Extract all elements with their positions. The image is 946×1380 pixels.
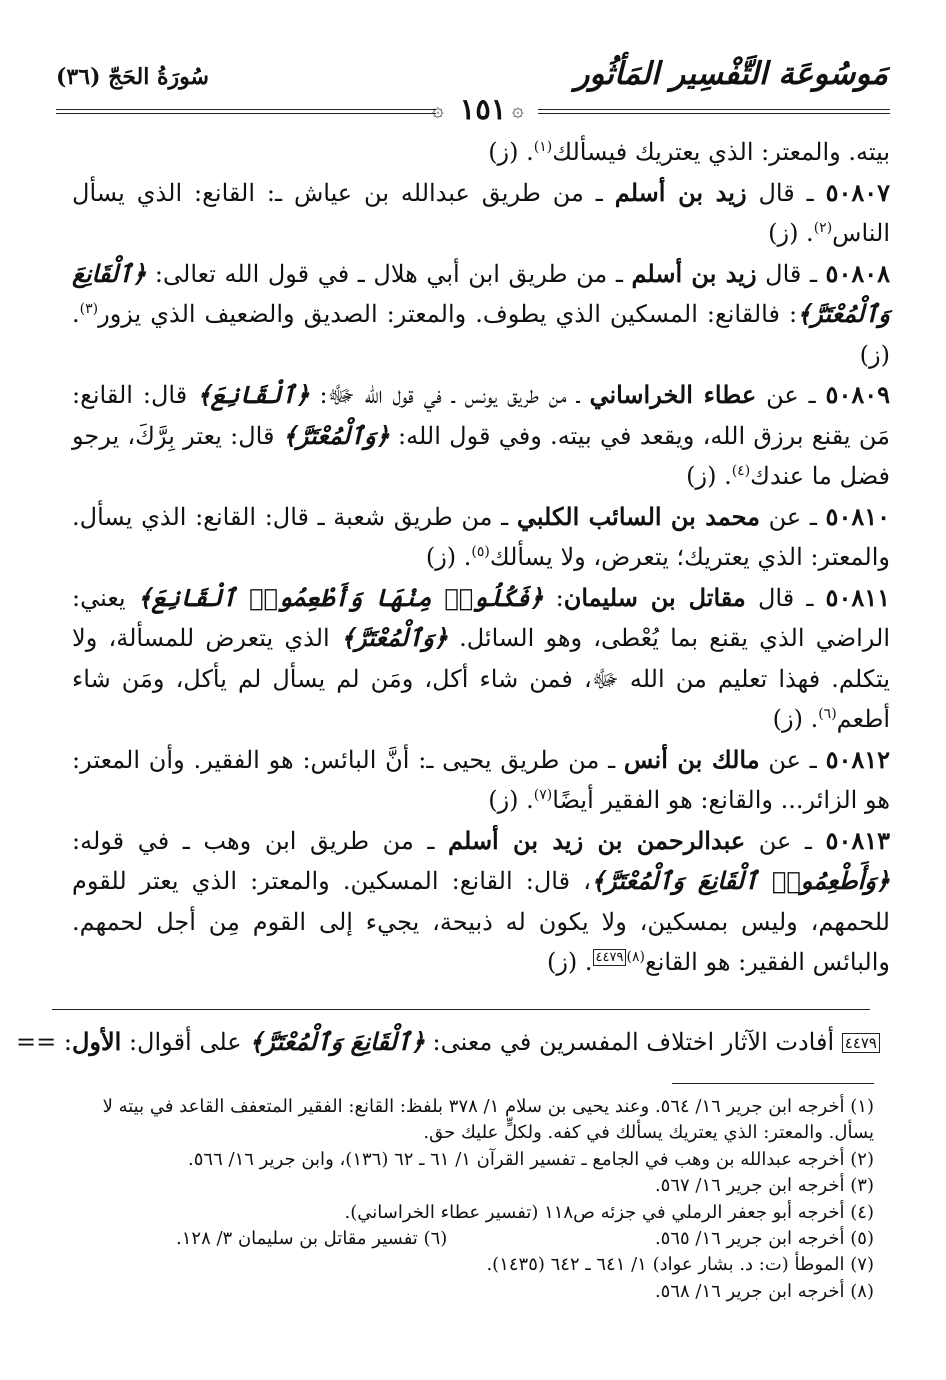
- header-rule-right: [538, 109, 890, 114]
- editorial-note: [16, 1022, 880, 1062]
- footnote-ref: (٨): [626, 949, 645, 965]
- quran-quote: ﴿وَٱلْمُعْتَرَّ﴾: [282, 420, 390, 450]
- footnote-ref: (٥): [471, 544, 490, 560]
- quran-quote: ﴿فَكُلُوا۟ مِنْهَا وَأَطْعِمُوا۟ ٱلْقَانِعَ﴾: [137, 582, 544, 612]
- narrator-name: زيد بن أسلم: [631, 258, 757, 288]
- footnote-ref: (٢): [813, 220, 833, 236]
- entry-text: ـ قال: [756, 259, 826, 288]
- entry-50809: [72, 375, 890, 497]
- footnote-ref: (٣): [79, 301, 99, 317]
- footnote-divider: [672, 1083, 874, 1084]
- entry-number: ٥٠٨١١: [825, 582, 890, 612]
- note-divider: [52, 1009, 870, 1010]
- ornament-icon: ۞: [512, 97, 524, 121]
- narrator-name: زيد بن أسلم: [614, 177, 747, 207]
- entry-50812: [72, 740, 890, 821]
- footnote-8: (٨) أخرجه ابن جرير ١٦/ ٥٦٨.: [654, 1280, 874, 1302]
- entry-50810: [72, 497, 890, 578]
- footnotes: [56, 1094, 874, 1305]
- source-tag: . (ز): [488, 786, 534, 814]
- narrator-name: مالك بن أنس: [623, 744, 760, 774]
- entry-text: : فالقانع: المسكين الذي يطوف. والمعتر: الصديق والضعيف الذي يزور: [98, 300, 798, 328]
- note-first-opinion: الأول: [71, 1027, 122, 1056]
- footnote-ref: (٧): [533, 787, 553, 803]
- footnote-row: [56, 1226, 874, 1252]
- entry-text: قال: يعتر بِرَّكَ، يرجو فضل ما عندك: [72, 421, 890, 490]
- footnote-5: (٥) أخرجه ابن جرير ١٦/ ٥٦٥.: [654, 1228, 874, 1250]
- source-tag: . (ز): [72, 300, 890, 369]
- note-text: على أقوال:: [121, 1028, 250, 1056]
- footnote-4: (٤) أخرجه أبو جعفر الرملي في جزئه ص١١٨ (تفسير عطاء الخراساني).: [344, 1201, 874, 1223]
- ornament-icon: ۞: [432, 97, 444, 121]
- entry-text: ـ من طريق ابن وهب ـ في قوله:: [72, 826, 449, 855]
- entry-number: ٥٠٨٠٩: [825, 380, 890, 409]
- quran-quote: ﴿وَأَطْعِمُوا۟ ٱلْقَانِعَ وَٱلْمُعْتَرَّ﴾: [590, 866, 890, 895]
- quran-quote: ﴿ٱلْقَانِعَ وَٱلْمُعْتَرَّ﴾: [72, 258, 890, 328]
- source-tag: . (ز): [768, 219, 814, 247]
- entry-text: ـ عن: [745, 826, 826, 855]
- footnote-1: (١) أخرجه ابن جرير ١٦/ ٥٦٤. وعند يحيى بن سلام ١/ ٣٧٨ بلفظ: القانع: الفقير المتعفف القاعد في بيته لا يسأل. والمعتر: الذي يعتريك يسألك في كفه. ولكلٍّ عليك حق.: [102, 1096, 874, 1144]
- source-tag: . (ز): [686, 462, 732, 490]
- footnote-ref: (٤): [731, 463, 751, 479]
- source-tag: . (ز): [488, 138, 534, 166]
- quran-quote: ﴿ٱلْقَانِعَ﴾: [197, 380, 310, 409]
- entry-text: ـ من طريق ابن أبي هلال ـ في قول الله تعالى:: [146, 259, 632, 288]
- entry-50811: [72, 578, 890, 740]
- quran-quote: ﴿وَٱلْمُعْتَرَّ﴾: [340, 623, 448, 652]
- footnote-7: (٧) الموطأ (ت: د. بشار عواد) ١/ ٦٤١ ـ ٦٤٢ (١٤٣٥).: [486, 1254, 874, 1276]
- note-text: أفادت الآثار اختلاف المفسرين في معنى:: [424, 1028, 842, 1056]
- note-number-box: ٤٤٧٩: [842, 1033, 880, 1053]
- entry-text: قال: القانع: مَن يقنع برزق الله، ويقعد في بيته. وفي قول الله:: [72, 381, 890, 450]
- source-tag: . (ز): [425, 543, 472, 571]
- entry-text: ـ من طريق شعبة ـ قال: القانع: الذي يسأل. والمعتر: الذي يعتريك؛ يتعرض، ولا يسألك: [72, 502, 890, 571]
- entry-text: ـ من طريق يونس ـ في قول الله ﷻ:: [309, 381, 590, 409]
- source-tag: . (ز): [772, 705, 819, 733]
- book-title: مَوسُوعَة التَّفْسِير المَأثُور: [574, 56, 888, 92]
- narrator-name: محمد بن السائب الكلبي: [516, 501, 761, 531]
- footnote-6: (٦) تفسير مقاتل بن سليمان ٣/ ١٢٨.: [176, 1228, 448, 1250]
- note-text: : ==: [16, 1028, 72, 1056]
- note-reference-box[interactable]: ٤٤٧٩: [593, 949, 627, 966]
- entry-50807: [72, 173, 890, 254]
- entry-number: ٥٠٨٠٧: [825, 177, 891, 207]
- footnote-ref: (١): [533, 139, 553, 155]
- narrator-name: عبدالرحمن بن زيد بن أسلم: [448, 825, 746, 855]
- intro-text: بيته. والمعتر: الذي يعتريك فيسألك: [552, 138, 890, 166]
- footnote-2: (٢) أخرجه عبدالله بن وهب في الجامع ـ تفسير القرآن ١/ ٦١ ـ ٦٢ (١٣٦)، وابن جرير ١٦/ ٥٦٦.: [188, 1148, 874, 1170]
- entry-text: الذي يتعرض للمسألة، ولا يتكلم. فهذا تعليم من الله ﷻ، فمن شاء أكل، ومَن لم يسأل لم يأكل، ومَن شاء أطعم: [72, 624, 890, 733]
- entry-text: ـ عن: [756, 381, 826, 409]
- entry-number: ٥٠٨١٢: [825, 744, 891, 774]
- surah-header: سُورَةُ الحَجّ (٣٦): [56, 64, 209, 90]
- entry-text: ـ من طريق يحيى ـ: أنَّ البائس: هو الفقير. وأن المعتر: هو الزائر... والقانع: هو الفقير أيضًا: [72, 745, 890, 814]
- source-tag: . (ز): [546, 948, 593, 976]
- narrator-name: عطاء الخراساني: [589, 380, 757, 409]
- entry-50808: [72, 254, 890, 376]
- entry-text: ، قال: القانع: المسكين. والمعتر: الذي يعتر للقوم للحمهم، وليس بمسكين، ولا يكون له ذبيحة، يجيء إلى القوم مِن أجل لحمهم. والبائس الفقير: هو القانع: [72, 867, 890, 976]
- entry-text: :: [543, 583, 564, 612]
- entry-text: ـ من طريق عبدالله بن عياش ـ: القانع: الذي يسأل الناس: [72, 178, 890, 247]
- entry-text: ـ عن: [759, 745, 826, 774]
- narrator-name: مقاتل بن سليمان: [563, 582, 746, 612]
- intro-paragraph: [72, 132, 890, 173]
- header-rule-left: [56, 109, 436, 114]
- footnote-ref: (٦): [818, 706, 837, 722]
- main-text: [72, 132, 890, 983]
- entry-number: ٥٠٨٠٨: [825, 258, 890, 288]
- page-number: ١٥١: [459, 92, 507, 126]
- footnote-3: (٣) أخرجه ابن جرير ١٦/ ٥٦٧.: [654, 1175, 874, 1197]
- entry-number: ٥٠٨١٣: [825, 825, 890, 855]
- entry-text: ـ قال: [745, 583, 826, 612]
- quran-quote: ﴿ٱلْقَانِعَ وَٱلْمُعْتَرَّ﴾: [249, 1027, 425, 1056]
- entry-50813: [72, 821, 890, 983]
- entry-number: ٥٠٨١٠: [825, 501, 890, 531]
- entry-text: ـ عن: [760, 502, 826, 531]
- entry-text: ـ قال: [746, 178, 826, 207]
- entry-text: يعني: الراضي الذي يقنع بما يُعْطى، وهو السائل.: [72, 583, 890, 652]
